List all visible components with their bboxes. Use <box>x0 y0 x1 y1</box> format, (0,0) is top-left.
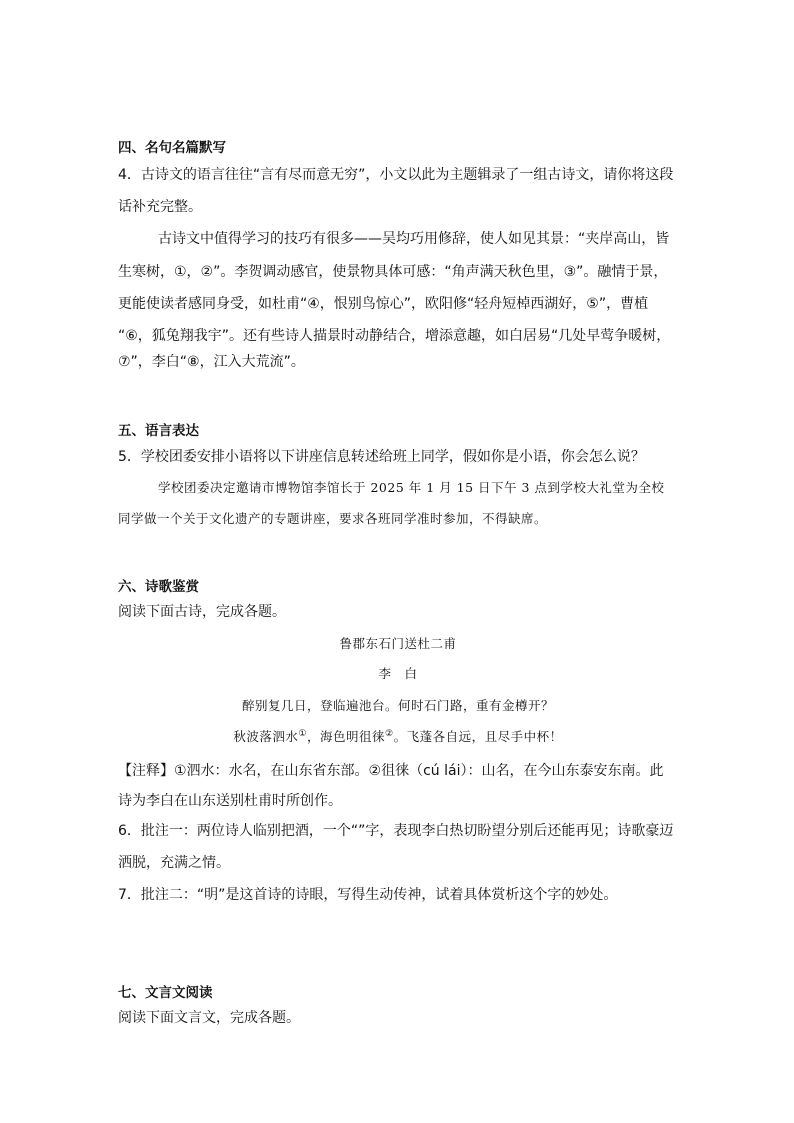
section-5-heading: 五、语言表达 <box>118 423 199 439</box>
annotation-line-2: 诗为李白在山东送别杜甫时所创作。 <box>118 793 342 809</box>
question-4-line-1: 4．古诗文的语言往往“言有尽而意无穷”，小文以此为主题辑录了一组古诗文，请你将这段 <box>118 167 674 183</box>
poem-line-2-part-2: ，海色明徂徕 <box>306 729 385 744</box>
section-7-heading: 七、文言文阅读 <box>118 985 213 1001</box>
section-4-heading: 四、名句名篇默写 <box>118 140 226 156</box>
paragraph-line-2: 生寒树，①，②”。李贺调动感官，使景物具体可感：“角声满天秋色里，③”。融情于景， <box>118 264 668 280</box>
poem-line-2-part-1: 秋波落泗水 <box>233 729 299 744</box>
notice-line-2: 同学做一个关于文化遗产的专题讲座，要求各班同学准时参加，不得缺席。 <box>118 511 548 526</box>
section-6-intro: 阅读下面古诗，完成各题。 <box>118 604 286 620</box>
footnote-marker-1: ① <box>298 728 307 739</box>
question-7: 7．批注二：“明”是这首诗的诗眼，写得生动传神，试着具体赏析这个字的妙处。 <box>118 887 618 903</box>
poem-title: 鲁郡东石门送杜二甫 <box>339 636 457 651</box>
footnote-marker-2: ② <box>385 728 394 739</box>
poem-line-2 <box>118 727 678 747</box>
poem-author: 李 白 <box>378 666 418 681</box>
paragraph-line-1: 古诗文中值得学习的技巧有很多——吴均巧用修辞，使人如见其景：“夹岸高山，皆 <box>158 231 670 247</box>
annotation-line-1: 【注释】①泗水：水名，在山东省东部。②徂徕（cú lái）：山名，在今山东泰安东南。此 <box>118 763 664 779</box>
poem-line-1: 醉别复几日，登临遍池台。何时石门路，重有金樽开？ <box>241 698 554 713</box>
section-6-heading: 六、诗歌鉴赏 <box>118 579 199 595</box>
question-6-line-2: 洒脱，充满之情。 <box>118 855 230 871</box>
notice-line-1: 学校团委决定邀请市博物馆李馆长于 2025 年 1 月 15 日下午 3 点到学校大礼堂为全校 <box>158 480 665 495</box>
poem-line-2-part-3: 。飞蓬各自远，且尽手中杯！ <box>393 729 563 744</box>
question-4-line-2: 话补充完整。 <box>118 199 202 215</box>
section-7-intro: 阅读下面文言文，完成各题。 <box>118 1010 300 1026</box>
paragraph-line-5: ⑦”，李白“⑧，江入大荒流”。 <box>118 354 305 370</box>
paragraph-line-3: 更能使读者感同身受，如杜甫“④，恨别鸟惊心”，欧阳修“轻舟短棹西湖好，⑤”，曹植 <box>118 296 649 312</box>
question-5: 5．学校团委安排小语将以下讲座信息转述给班上同学，假如你是小语，你会怎么说？ <box>118 449 645 465</box>
question-6-line-1: 6．批注一：两位诗人临别把酒，一个“”字，表现李白热切盼望分别后还能再见；诗歌豪迈 <box>118 823 674 839</box>
paragraph-line-4: “⑥，狐兔翔我宇”。还有些诗人描景时动静结合，增添意趣，如白居易“几处早莺争暖树， <box>118 328 671 344</box>
